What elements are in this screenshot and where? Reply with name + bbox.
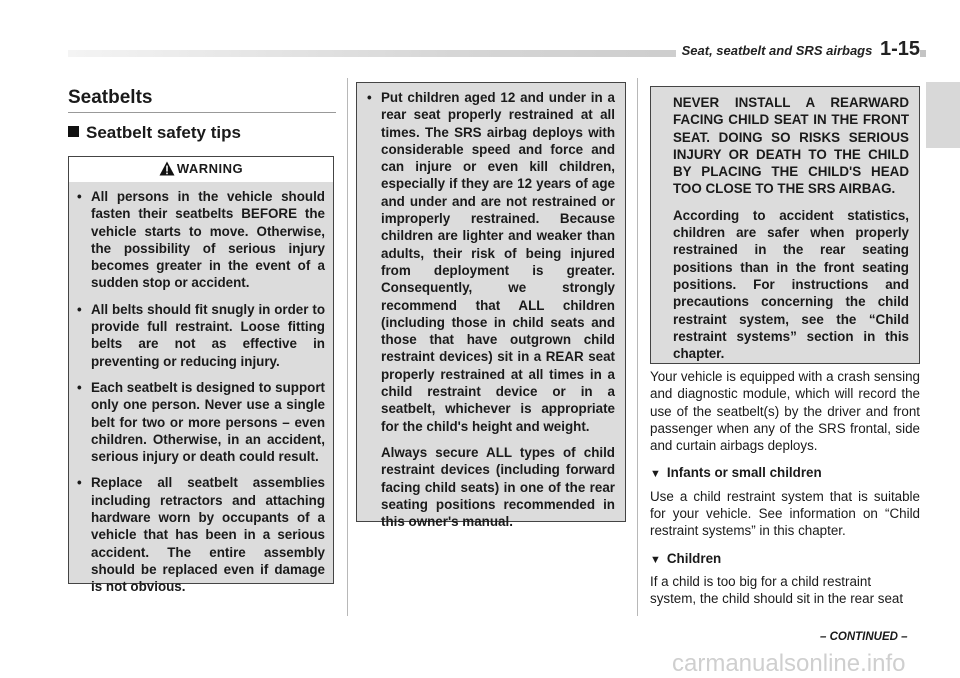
bullet-dot-icon: • <box>77 301 82 317</box>
column-divider-left <box>347 78 348 616</box>
subheading-infants <box>650 464 920 483</box>
intro-paragraph: Your vehicle is equipped with a crash sensing and diagnostic module, which will record the use of the seatbelt(s) by the driver and front passenger when any of the SRS frontal, side and curtain airbags deploys. <box>650 369 920 454</box>
down-triangle-icon: ▼ <box>650 553 661 566</box>
warning-box <box>68 182 334 595</box>
warning-triangle-icon <box>159 161 175 176</box>
warning-bullet <box>77 474 325 595</box>
continued-label: – CONTINUED – <box>820 631 908 643</box>
subheading-text: Infants or small children <box>666 465 822 481</box>
warning-bullet <box>77 379 325 465</box>
infants-paragraph: Use a child restraint system that is suitable for your vehicle. See information on “Child restraint systems” in this chapter. <box>650 488 920 539</box>
page-number: 1-15 <box>879 38 920 60</box>
warning-bullet <box>77 188 325 292</box>
bullet-text: All belts should fit snugly in order to provide full restraint. Loose fitting belts are not as effective in preventing or reducing injury. <box>91 301 325 369</box>
bullet-dot-icon: • <box>77 379 82 395</box>
section-subtitle <box>68 123 241 143</box>
subheading-children <box>650 550 920 569</box>
subheading-text: Children <box>666 550 722 566</box>
section-title: Seatbelts <box>68 87 153 108</box>
square-bullet-icon <box>68 126 79 137</box>
warning-bullet <box>77 301 325 370</box>
down-triangle-icon: ▼ <box>650 468 661 481</box>
bullet-dot-icon: • <box>367 90 372 105</box>
section-subtitle-text: Seatbelt safety tips <box>86 123 241 142</box>
warning-label: WARNING <box>176 161 244 176</box>
warning-paragraph-caps: NEVER INSTALL A REARWARD FACING CHILD SEAT IN THE FRONT SEAT. DOING SO RISKS SERIOUS INJURY OR DEATH TO THE CHILD BY PLACING THE CHILD'S HEAD TOO CLOSE TO THE SRS AIRBAG. <box>673 95 909 197</box>
header-title: Seat, seatbelt and SRS airbags <box>681 43 873 58</box>
bullet-text: Each seatbelt is designed to support only one person. Never use a single belt for two or more persons – even children. Otherwise, in an accident, serious injury or death could result. <box>91 379 325 465</box>
warning-paragraph: According to accident statistics, children are safer when properly restrained in the rear seating positions than in the front seating positions. For instructions and precautions concerning the child restraint system, see the “Child restraint systems” section in this chapter. <box>673 207 909 362</box>
chapter-tab <box>926 82 960 148</box>
bullet-text: All persons in the vehicle should fasten their seatbelts BEFORE the vehicle starts to move. Otherwise, the possibility of serious injury becomes greater in the event of a sudden stop or accident. <box>91 189 325 291</box>
body-text <box>650 368 920 618</box>
watermark: carmanualsonline.info <box>672 650 906 677</box>
bullet-dot-icon: • <box>77 475 82 491</box>
warning-box-continued <box>356 82 626 530</box>
warning-paragraph: Always secure ALL types of child restraint devices (including forward facing child seats) in one of the rear seating positions recommended in this owner's manual. <box>381 444 615 530</box>
bullet-text: Put children aged 12 and under in a rear seat properly restrained at all times. The SRS airbag deploys with considerable speed and force and can injure or even kill children, especially if they are 12 years of age and under and are not restrained or improperly restrained. Because children are lighter and weaker than adults, their risk of being injured from deployment is greater. Consequently, we strongly recommend that ALL children (including those in child seats and those that have outgrown child restraint devices) sit in a REAR seat properly restrained at all times in a child restraint device or in a seatbelt, whichever is appropriate for the child's height and weight. <box>381 90 615 434</box>
warning-header <box>68 156 334 182</box>
section-title-rule <box>68 112 336 113</box>
bullet-dot-icon: • <box>77 189 82 204</box>
column-divider-right <box>637 78 638 616</box>
running-header <box>676 38 920 61</box>
warning-bullet <box>367 89 615 435</box>
children-paragraph: If a child is too big for a child restraint system, the child should sit in the rear seat <box>650 573 904 607</box>
warning-box-continued-2 <box>650 86 920 364</box>
bullet-text: Replace all seatbelt assemblies including retractors and attaching hardware worn by occupants of a vehicle that has been in a serious accident. The entire assembly should be replaced even if damage is not obvious. <box>91 475 325 595</box>
